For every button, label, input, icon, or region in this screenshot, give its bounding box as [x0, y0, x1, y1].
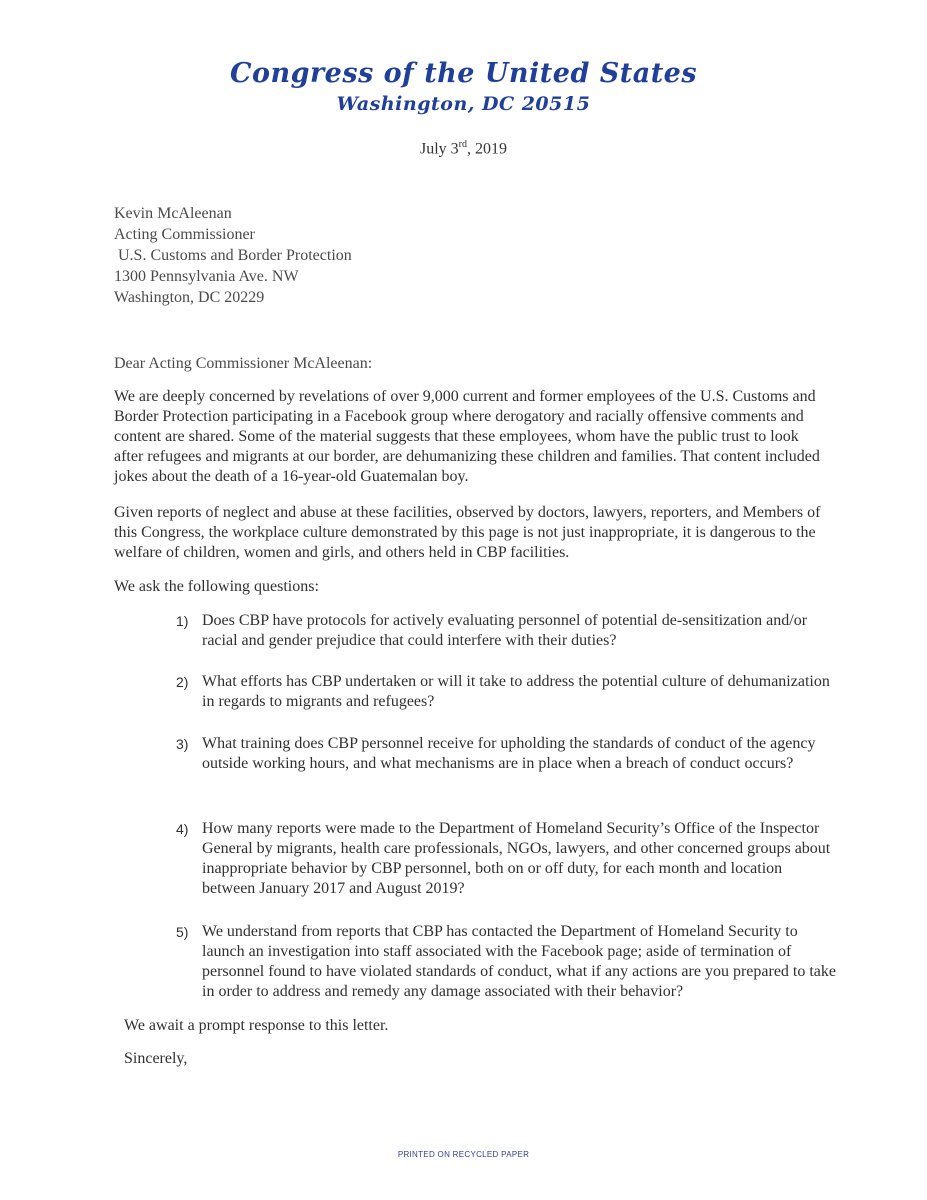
signoff: Sincerely, [124, 1050, 188, 1067]
salutation: Dear Acting Commissioner McAleenan: [114, 355, 373, 372]
question-text: Does CBP have protocols for actively evaluating personnel of potential de-sensitization and/or racial and gender prejudice that could interfere with their duties? [202, 612, 808, 649]
question-item [176, 819, 836, 899]
recipient-street: 1300 Pennsylvania Ave. NW [114, 268, 299, 285]
question-number: 3) [176, 736, 189, 752]
question-number: 5) [176, 924, 189, 940]
question-item [176, 734, 836, 774]
body-paragraph-questions-intro: We ask the following questions: [114, 578, 319, 595]
date-ordinal: rd [458, 139, 467, 150]
date-prefix: July 3 [419, 140, 459, 158]
question-number: 2) [176, 674, 189, 690]
recipient-agency: U.S. Customs and Border Protection [118, 247, 352, 264]
date-suffix: , 2019 [467, 140, 507, 158]
body-paragraph-reports: Given reports of neglect and abuse at these facilities, observed by doctors, lawyers, reporters, and Members of this Congress, the workplace culture demonstrated by this page is not just inappropriate, it is dangerous to the welfare of children, women and girls, and others held in CBP facilities. [114, 504, 821, 561]
recipient-city: Washington, DC 20229 [114, 289, 265, 306]
letter-date [0, 139, 927, 158]
recipient-address [114, 203, 352, 308]
letterhead-subtitle: Washington, DC 20515 [336, 93, 591, 115]
question-item [176, 672, 836, 712]
question-number: 1) [176, 613, 189, 629]
recycled-paper-footer: PRINTED ON RECYCLED PAPER [397, 1150, 530, 1159]
letterhead-title: Congress of the United States [229, 58, 698, 89]
body-paragraph-concern: We are deeply concerned by revelations of over 9,000 current and former employees of the U.S. Customs and Border Protection participating in a Facebook group where derogatory and racially offensive comments and content are shared. Some of the material suggests that these employees, whom have the public trust to look after refugees and migrants at our border, are dehumanizing these children and families. That content included jokes about the death of a 16-year-old Guatemalan boy. [114, 388, 820, 485]
question-text: We understand from reports that CBP has contacted the Department of Homeland Security to launch an investigation into staff associated with the Facebook page; aside of termination of personnel found to have violated standards of conduct, what if any actions are you prepared to take in order to address and remedy any damage associated with their behavior? [202, 923, 837, 1000]
recipient-name: Kevin McAleenan [114, 205, 232, 222]
question-item [176, 922, 836, 1002]
question-text: How many reports were made to the Department of Homeland Security’s Office of the Inspector General by migrants, health care professionals, NGOs, lawyers, and other concerned groups about inappropriate behavior by CBP personnel, both on or off duty, for each month and location between January 2017 and August 2019? [202, 820, 831, 897]
closing-line: We await a prompt response to this letter. [124, 1017, 389, 1034]
question-text: What training does CBP personnel receive for upholding the standards of conduct of the agency outside working hours, and what mechanisms are in place when a breach of conduct occurs? [202, 735, 816, 772]
question-item [176, 611, 836, 651]
question-text: What efforts has CBP undertaken or will it take to address the potential culture of dehumanization in regards to migrants and refugees? [202, 673, 830, 710]
recipient-title: Acting Commissioner [114, 226, 255, 243]
question-number: 4) [176, 821, 189, 837]
